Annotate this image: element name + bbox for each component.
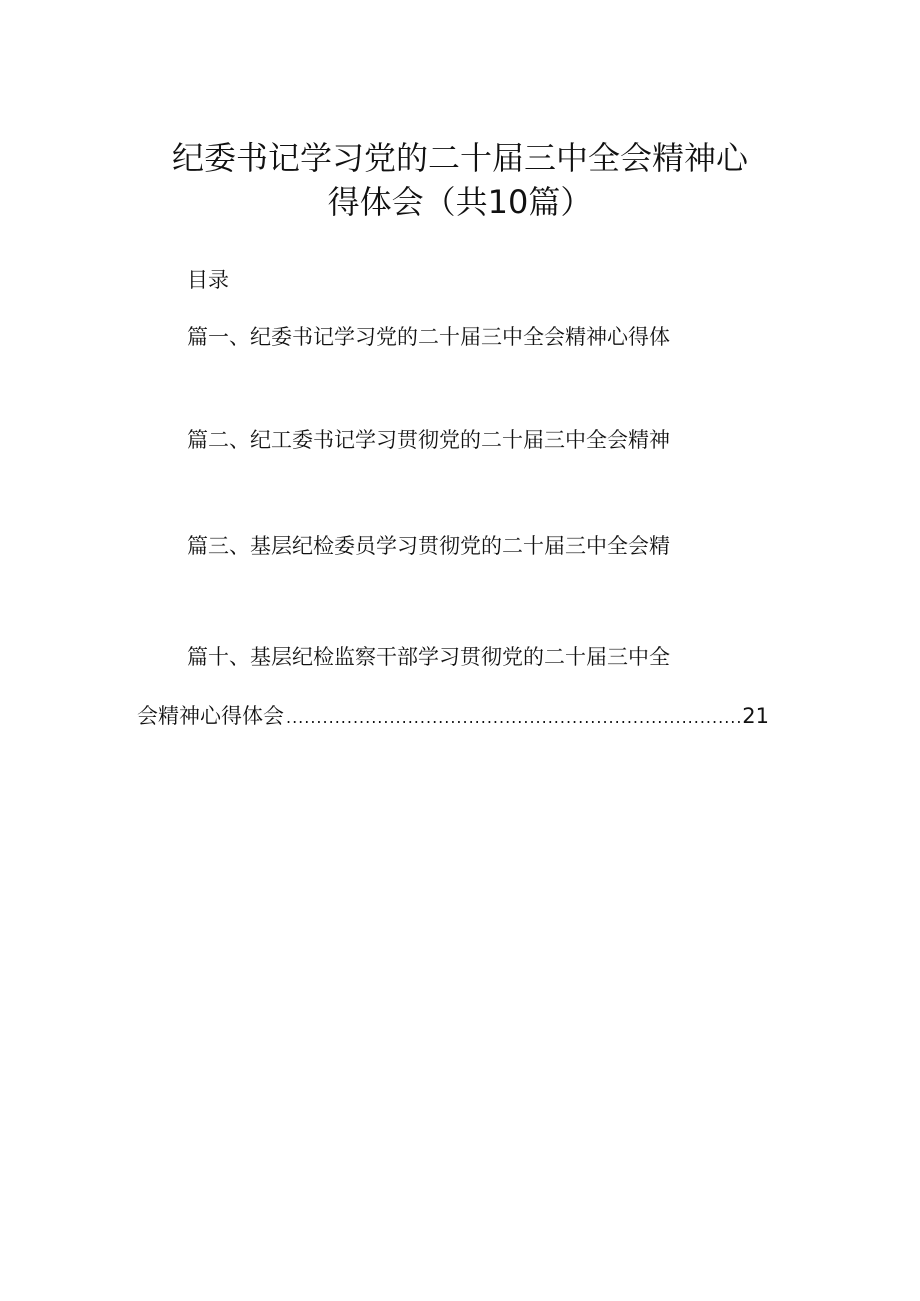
toc-entry-2[interactable]: 篇二、纪工委书记学习贯彻党的二十届三中全会精神 xyxy=(187,428,670,452)
toc-entry-10-page-number: 21 xyxy=(742,704,769,728)
toc-heading: 目录 xyxy=(187,268,229,292)
toc-entry-1[interactable]: 篇一、纪委书记学习党的二十届三中全会精神心得体 xyxy=(187,325,670,349)
toc-entry-3[interactable]: 篇三、基层纪检委员学习贯彻党的二十届三中全会精 xyxy=(187,534,670,558)
toc-entry-10-continuation[interactable] xyxy=(137,700,769,734)
toc-entry-10-continuation-text: 会精神心得体会 xyxy=(137,704,284,728)
document-title-line-1: 纪委书记学习党的二十届三中全会精神心 xyxy=(171,139,748,177)
toc-dot-leader xyxy=(286,702,740,734)
toc-entry-10[interactable]: 篇十、基层纪检监察干部学习贯彻党的二十届三中全 xyxy=(187,645,670,669)
document-title-line-2: 得体会（共10篇） xyxy=(327,183,593,221)
